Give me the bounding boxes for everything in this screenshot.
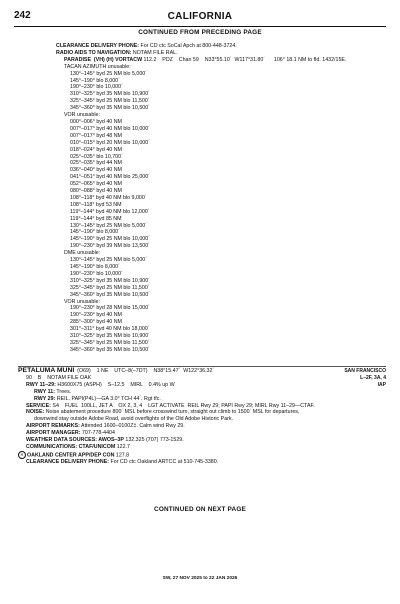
chart-ref-2: IAP: [377, 381, 386, 388]
prior-airport-block: [56, 43, 386, 354]
manager-line: [18, 430, 386, 437]
clearance-delivery-label: CLEARANCE DELIVERY PHONE:: [56, 43, 139, 49]
airport-clearance-line: [18, 459, 386, 466]
runway-text: H3600X75 (ASPH) S–12.5 MIRL 0.4% up W: [55, 381, 175, 388]
radio-aids-text: NOTAM FILE RAL.: [131, 49, 178, 56]
unusable-sector: 145°–190° blo 8,000´: [70, 264, 120, 270]
unusable-sector: 080°–088° byd 40 NM: [70, 188, 122, 195]
manager-label: AIRPORT MANAGER:: [26, 430, 81, 437]
noise-line: [18, 409, 386, 416]
unusable-sector: 190°–230° byd 40 NM: [70, 312, 122, 319]
unusable-sector: 041°–051° byd 40 NM blo 25,000´: [70, 174, 150, 181]
unusable-sector: 025°–035° blo 10,700´: [70, 153, 123, 160]
runway-line: [18, 382, 386, 389]
unusable-sector: 119°–144° byd 40 NM blo 12,000´: [70, 208, 150, 215]
unusable-sector: 190°–230° byd 28 NM blo 15,000´: [70, 305, 150, 312]
unusable-sector: 190°–230° blo 10,000´: [70, 270, 123, 277]
weather-label: WEATHER DATA SOURCES: AWOS–3P: [26, 437, 124, 444]
runway-label: RWY 11–29:: [26, 381, 56, 388]
unusable-sector: 310°–325° byd 35 NM blo 10,900´: [70, 91, 150, 98]
unusable-sector: 145°–190° blo 8,000´: [70, 77, 120, 84]
comms-line: [18, 444, 386, 451]
region-label: SAN FRANCISCO: [344, 368, 386, 374]
unusable-sector: 036°–040° byd 40 NM: [70, 167, 122, 174]
unusable-sector: 190°–230° byd 39 NM blo 13,500´: [70, 243, 150, 250]
header-rule: [14, 26, 386, 27]
airport-line2: 90 B NOTAM FILE OAK: [26, 374, 92, 381]
weather-text: 132.325 (707) 773-1529.: [123, 437, 184, 444]
clearance-delivery-line: [56, 43, 386, 50]
unusable-sector: 345°–360° byd 35 NM blo 10,500´: [70, 105, 150, 112]
approach-line: [18, 451, 386, 459]
airport-title-line: [18, 368, 386, 375]
unusable-sector: 119°–144° byd 85 NM: [70, 215, 122, 222]
radar-icon: R: [18, 451, 26, 459]
radio-aids-line: [56, 50, 386, 57]
effective-dates: SW, 27 NOV 2025 to 22 JAN 2026: [162, 576, 238, 581]
unusable-sector: 325°–345° byd 25 NM blo 11,500´: [70, 98, 150, 105]
continued-next-label: CONTINUED ON NEXT PAGE: [154, 506, 246, 513]
vortac-label: PARADISE (VH) (H) VORTACW: [64, 56, 143, 63]
unusable-heading: TACAN AZIMUTH unusable:: [64, 63, 131, 70]
remarks-line: [18, 423, 386, 430]
unusable-sector: 145°–190° blo 8,000´: [70, 229, 120, 236]
comms-text: 122.7: [115, 443, 130, 450]
radio-aids-label: RADIO AIDS TO NAVIGATION:: [56, 49, 132, 56]
vortac-text: 112.2 PDZ Chan 59 N33°55.10´ W117°31.80´ 106° 18.1 NM to fld. 1432/15E.: [142, 56, 347, 63]
rwy29-text: REIL. PAPI(P4L)—GA 3.0° TCH 44´. Rgt tfc.: [55, 395, 161, 402]
continued-from-label: CONTINUED FROM PRECEDING PAGE: [138, 29, 262, 36]
page-number: 242: [14, 10, 31, 21]
unusable-sector: 007°–017° byd 48 NM: [70, 132, 122, 139]
approach-text: 127.8: [114, 452, 130, 459]
service-text: S4 FUEL 100LL, JET A OX 2, 3, 4 LGT ACTIVATE REIL Rwy 29; PAPI Rwy 29; MIRL Rwy 11–29—CTAF.: [50, 402, 315, 409]
vortac-line: [56, 57, 386, 64]
unusable-sector: 301°–311° byd 40 NM blo 18,000´: [70, 326, 150, 333]
unusable-sector: 345°–360° byd 35 NM blo 10,500´: [70, 291, 150, 298]
unusable-sector: 310°–325° byd 35 NM blo 10,900´: [70, 277, 150, 284]
unusable-sector: 130°–145° byd 25 NM blo 5,000´: [70, 257, 147, 264]
unusable-sector: 010°–015° byd 20 NM blo 10,000´: [70, 139, 150, 146]
unusable-sector: 285°–300° byd 40 NM: [70, 319, 122, 326]
rwy11-line: [18, 389, 386, 396]
unusable-sector: 007°–017° byd 40 NM blo 10,000´: [70, 125, 150, 132]
airport-chart-refs: [344, 368, 386, 389]
unusable-sector: 018°–024° byd 40 NM: [70, 146, 122, 153]
rwy29-label: RWY 29:: [34, 395, 56, 402]
unusable-sector: 310°–325° byd 35 NM blo 10,900´: [70, 333, 150, 340]
unusable-heading: VOR unusable:: [64, 112, 100, 119]
rwy11-text: Trees.: [55, 388, 72, 395]
comms-label: COMMUNICATIONS: CTAF/UNICOM: [26, 443, 116, 450]
unusable-sector: 108°–118° byd 40 NM blo 9,000´: [70, 194, 147, 201]
noise-label: NOISE:: [26, 409, 45, 416]
unusable-sector: 190°–230° blo 10,000´: [70, 84, 123, 91]
rwy29-line: [18, 396, 386, 403]
airport-entry: [18, 368, 386, 466]
unusable-heading: DME unusable:: [64, 250, 101, 257]
weather-line: [18, 437, 386, 444]
unusable-sector: 325°–345° byd 25 NM blo 11,500´: [70, 339, 150, 346]
remarks-text: Attended 1600–0100Z‡. Calm wind Rwy 29.: [79, 423, 185, 430]
airport-name: PETALUMA MUNI: [18, 367, 75, 374]
unusable-sector: 130°–145° byd 25 NM blo 5,000´: [70, 70, 147, 77]
unusable-sector: 108°–118° byd 53 NM: [70, 201, 122, 208]
unusable-sector: 025°–035° byd 44 NM: [70, 160, 122, 167]
chart-ref-1: L–2F, 3A, 4: [360, 374, 386, 381]
airport-clearance-label: CLEARANCE DELIVERY PHONE:: [26, 459, 109, 466]
unusable-sector: 052°–065° byd 40 NM: [70, 181, 122, 188]
clearance-delivery-text: For CD ctc SoCal Apch at 800-448-3724.: [139, 43, 237, 49]
unusable-sections: [56, 64, 386, 354]
unusable-sector: 325°–345° byd 25 NM blo 11,500´: [70, 284, 150, 291]
unusable-sector: 145°–190° byd 25 NM blo 10,000´: [70, 236, 150, 243]
service-label: SERVICE:: [26, 402, 51, 409]
service-line: [18, 403, 386, 410]
rwy11-label: RWY 11:: [34, 388, 56, 395]
airport-id-line: (O69) 1 NE UTC–8(–7DT) N38°15.47´ W122°36.32´: [74, 368, 215, 374]
manager-text: 707-778-4404: [80, 430, 115, 437]
remarks-label: AIRPORT REMARKS:: [26, 423, 80, 430]
unusable-heading: VOR unusable:: [64, 298, 100, 305]
airport-clearance-text: For CD ctc Oakland ARTCC at 510-745-3380.: [109, 459, 219, 466]
approach-label: OAKLAND CENTER APP/DEP CON: [27, 452, 115, 459]
unusable-sector: 345°–360° byd 35 NM blo 10,500´: [70, 346, 150, 353]
unusable-sector: 000°–006° byd 40 NM: [70, 118, 122, 125]
unusable-sector: 130°–145° byd 25 NM blo 5,000´: [70, 222, 147, 229]
noise-line-2: downwind stay outside Adobe Road, avoid overflights of the Old Adobe Historic Park.: [34, 416, 234, 423]
noise-text: Noise abatement procedure 800´ MSL before crosswind turn, straight out climb to 1500´ MSL for departures,: [44, 409, 300, 416]
state-heading: CALIFORNIA: [167, 11, 233, 22]
